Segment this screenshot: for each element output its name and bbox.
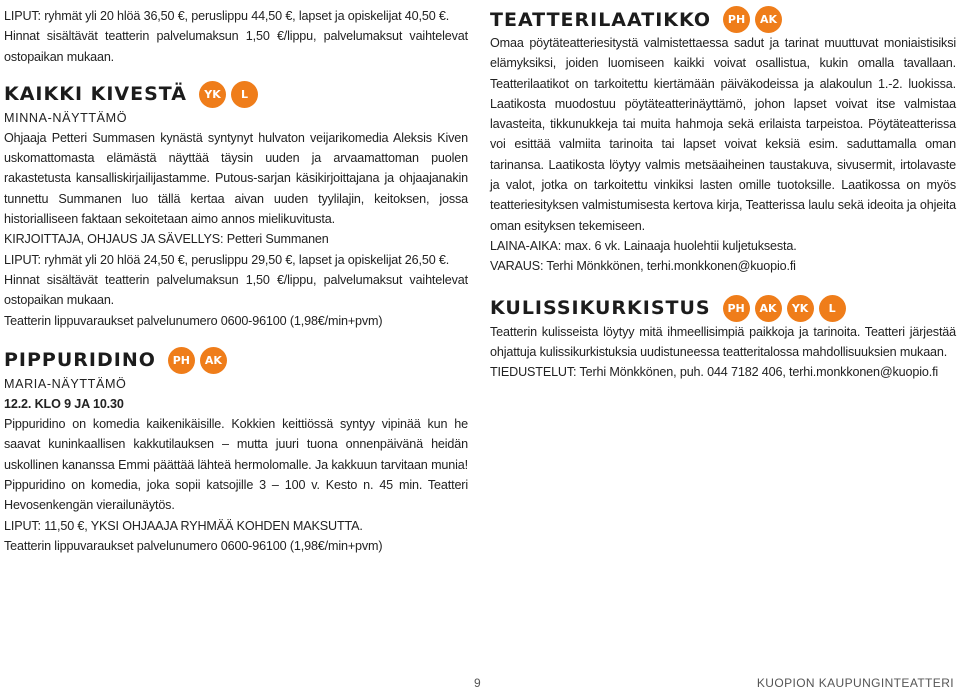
footer-organization: KUOPION KAUPUNGINTEATTERI bbox=[756, 676, 954, 690]
kulissikurkistus-header bbox=[490, 295, 956, 322]
teatterilaatikko-booking: VARAUS: Terhi Mönkkönen, terhi.monkkonen@kuopio.fi bbox=[490, 259, 796, 274]
audience-badge: AK bbox=[755, 295, 782, 322]
kaikki-kivesta-venue: MINNA-NÄYTTÄMÖ bbox=[4, 110, 128, 125]
teatterilaatikko-title: TEATTERILAATIKKO bbox=[490, 8, 712, 31]
pippuridino-date: 12.2. KLO 9 JA 10.30 bbox=[4, 396, 124, 411]
top-services-text: Hinnat sisältävät teatterin palvelumaksun 1,50 €/lippu, palvelumaksut vaihtelevat ostopaikan mukaan. bbox=[4, 29, 468, 64]
pippuridino-description: Pippuridino on komedia kaikenikäisille. Kokkien keittiössä syntyy vipinää kun he saavat kuninkaallisen kakkutilauksen – mutta juuri tuona onnenpäivänä heidän uskollinen kananssa Emmi päättää lähteä hermolomalle. Ja kakkuun tarvitaan munia! Pippuridino on komedia, joka sopii katsojille 3 – 100 v. Kesto n. 45 min. Teatteri Hevosenkengän vierailunäytös. bbox=[4, 417, 468, 513]
audience-badge: PH bbox=[723, 295, 750, 322]
kaikki-kivesta-header bbox=[4, 81, 468, 108]
kaikki-kivesta-booking: Teatterin lippuvaraukset palvelunumero 0600-96100 (1,98€/min+pvm) bbox=[4, 313, 383, 328]
audience-badge: PH bbox=[168, 347, 195, 374]
kaikki-kivesta-description: Ohjaaja Petteri Summasen kynästä syntynyt hulvaton veijarikomedia Aleksis Kiven uskomattomasta elämästä näyttää täysin uuden ja arvaamattoman puolen rakastetusta kansalliskirjailijastamme. Putous-sarjan käsikirjoittajana ja ohjaajanakin tunnettu Summanen luo tällä kertaa aivan uuden tyylilajin, keitoksen, jossa historialliseen faktaan sekoitetaan aimo annos mielikuvitusta. bbox=[4, 130, 468, 227]
pippuridino-venue: MARIA-NÄYTTÄMÖ bbox=[4, 376, 127, 391]
pippuridino-price: LIPUT: 11,50 €, YKSI OHJAAJA RYHMÄÄ KOHDEN MAKSUTTA. bbox=[4, 518, 363, 533]
audience-badge: YK bbox=[199, 81, 226, 108]
kaikki-kivesta-title: KAIKKI KIVESTÄ bbox=[4, 83, 187, 106]
audience-badge: AK bbox=[755, 6, 782, 33]
kulissikurkistus-badges bbox=[723, 295, 846, 322]
pippuridino-title: PIPPURIDINO bbox=[4, 349, 156, 372]
page-number: 9 bbox=[474, 676, 481, 690]
kaikki-kivesta-services: Hinnat sisältävät teatterin palvelumaksun 1,50 €/lippu, palvelumaksut vaihtelevat ostopaikan mukaan. bbox=[4, 272, 468, 308]
teatterilaatikko-header bbox=[490, 6, 956, 33]
audience-badge: AK bbox=[200, 347, 227, 374]
teatterilaatikko-loan: LAINA-AIKA: max. 6 vk. Lainaaja huolehtii kuljetuksesta. bbox=[490, 238, 797, 253]
audience-badge: PH bbox=[723, 6, 750, 33]
pippuridino-booking: Teatterin lippuvaraukset palvelunumero 0600-96100 (1,98€/min+pvm) bbox=[4, 538, 383, 553]
kulissikurkistus-description: Teatterin kulisseista löytyy mitä ihmeellisimpiä paikkoja ja tarinoita. Teatteri järjestää ohjattuja kulissikurkistuksia uudistuneessa teatteritalossa mahdollisuuksien mukaan. bbox=[490, 324, 956, 359]
kulissikurkistus-contact: TIEDUSTELUT: Terhi Mönkkönen, puh. 044 7182 406, terhi.monkkonen@kuopio.fi bbox=[490, 365, 939, 380]
kulissikurkistus-title: KULISSIKURKISTUS bbox=[490, 297, 711, 320]
audience-badge: L bbox=[231, 81, 258, 108]
audience-badge: L bbox=[819, 295, 846, 322]
right-column bbox=[490, 6, 956, 382]
audience-badge: YK bbox=[787, 295, 814, 322]
teatterilaatikko-description: Omaa pöytäteatteriesitystä valmistettaessa sadut ja tarinat muuttuvat moniaistisiksi elämyksiksi, joiden luomiseen kaikki voivat osallistua, kukin omalla tavallaan. Teatterilaatikot on tarkoitettu kiertämään päiväkodeissa ja alakoulun 1.-2. luokissa. Laatikosta muodostuu pöytäteatterinäyttämö, johon lapset voivat itse valmistaa lavasteita, tikkunukkeja tai muita hahmoja sekä erilaista tarpeistoa. Pöytäteatterissa voi esittää valmiita tarinoita tai lapset voivat keksiä esim. saduttamalla oman tarinansa. Laatikosta löytyy valmis metsäaiheinen taustakuva, sivusermit, irtolavaste ja valot, jotka on tarkoitettu vinkiksi lasten omille tuotoksille. Laatikossa on myös teatteriesityksen valmistumisesta kertova kirja, Teatterissa laulu sekä ideoita ja ohjeita oman esityksen tekemiseen. bbox=[490, 36, 956, 233]
teatterilaatikko-badges bbox=[723, 6, 782, 33]
kaikki-kivesta-credits: KIRJOITTAJA, OHJAUS JA SÄVELLYS: Petteri Summanen bbox=[4, 232, 329, 247]
pippuridino-header bbox=[4, 347, 468, 374]
top-price-text: LIPUT: ryhmät yli 20 hlöä 36,50 €, peruslippu 44,50 €, lapset ja opiskelijat 40,50 €. bbox=[4, 9, 450, 23]
kaikki-kivesta-price: LIPUT: ryhmät yli 20 hlöä 24,50 €, peruslippu 29,50 €, lapset ja opiskelijat 26,50 €. bbox=[4, 252, 450, 267]
left-column bbox=[4, 6, 468, 556]
pippuridino-badges bbox=[168, 347, 227, 374]
kaikki-kivesta-badges bbox=[199, 81, 258, 108]
